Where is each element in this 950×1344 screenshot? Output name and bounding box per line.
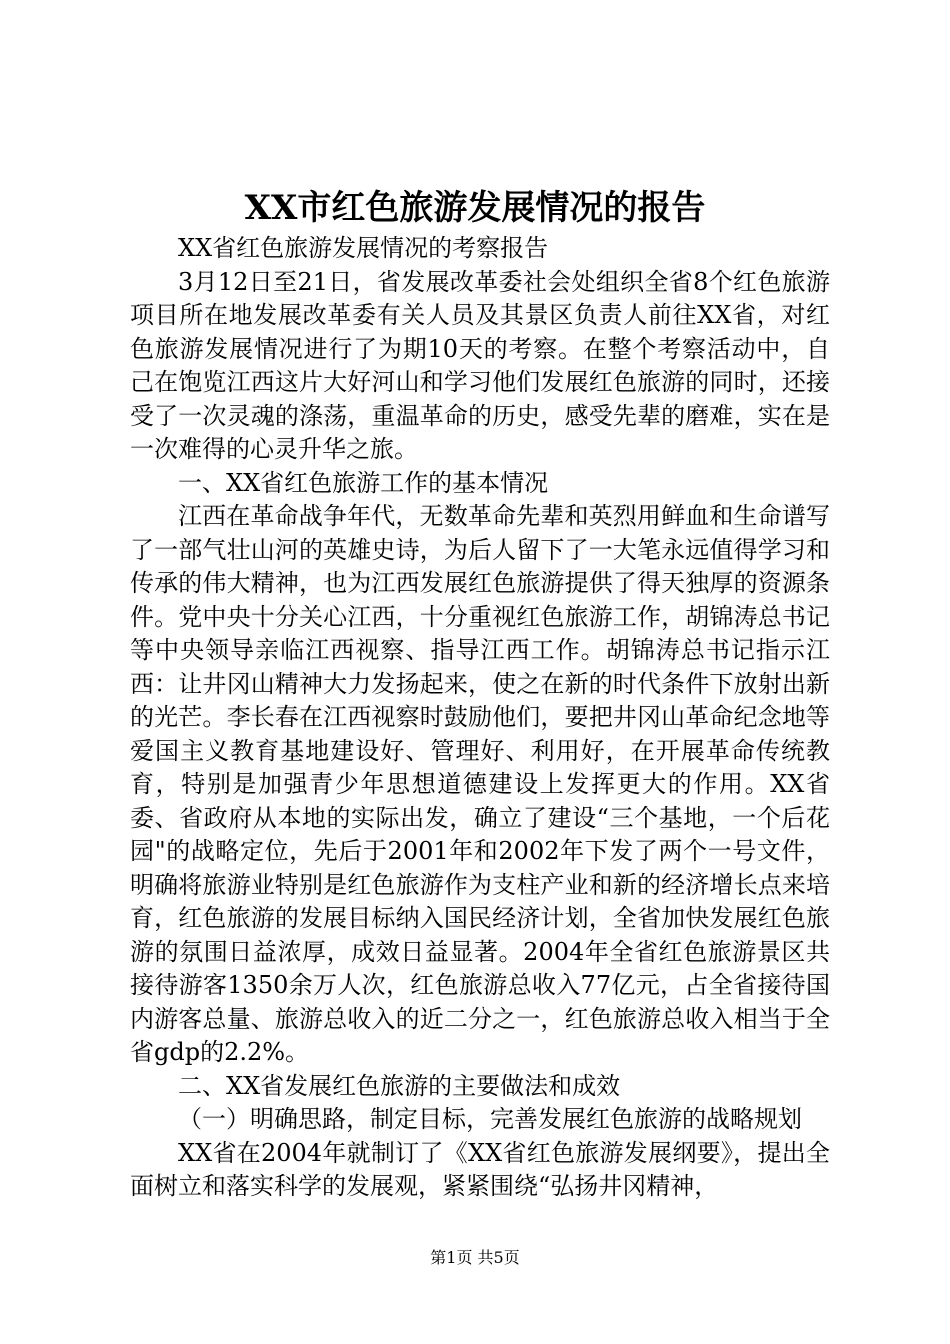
body-paragraph: 江西在革命战争年代，无数革命先辈和英烈用鲜血和生命谱写了一部气壮山河的英雄史诗，为后人留下了一大笔永远值得学习和传承的伟大精神，也为江西发展红色旅游提供了得天独厚的资源条件。党中央十分关心江西，十分重视红色旅游工作，胡锦涛总书记等中央领导亲临江西视察、指导江西工作。胡锦涛总书记指示江西：让井冈山精神大力发扬起来，使之在新的时代条件下放射出新的光芒。李长春在江西视察时鼓励他们，要把井冈山革命纪念地等爱国主义教育基地建设好、管理好、利用好，在开展革命传统教育，特别是加强青少年思想道德建设上发挥更大的作用。XX省委、省政府从本地的实际出发，确立了建设“三个基地，一个后花园"的战略定位，先后于2001年和2002年下发了两个一号文件，明确将旅游业特别是红色旅游作为支柱产业和新的经济增长点来培育，红色旅游的发展目标纳入国民经济计划，全省加快发展红色旅游的氛围日益浓厚，成效日益显著。2004年全省红色旅游景区共接待游客1350余万人次，红色旅游总收入77亿元，占全省接待国内游客总量、旅游总收入的近二分之一，红色旅游总收入相当于全省gdp的2.2%。 xyxy=(130,502,830,1066)
subtitle-paragraph: XX省红色旅游发展情况的考察报告 xyxy=(178,234,549,262)
section-heading-2: 二、XX省发展红色旅游的主要做法和成效 xyxy=(178,1071,621,1100)
body-paragraph: XX省在2004年就制订了《XX省红色旅游发展纲要》，提出全面树立和落实科学的发展观，紧紧围绕“弘扬井冈精神， xyxy=(130,1138,830,1200)
document-body xyxy=(130,232,830,1204)
section-heading-1: 一、XX省红色旅游工作的基本情况 xyxy=(178,468,549,497)
page-footer: 第1页 共5页 xyxy=(430,1248,520,1267)
subsection-heading-1: （一）明确思路，制定目标，完善发展红色旅游的战略规划 xyxy=(178,1105,802,1133)
intro-paragraph: 3月12日至21日，省发展改革委社会处组织全省8个红色旅游项目所在地发展改革委有关人员及其景区负责人前往XX省，对红色旅游发展情况进行了为期10天的考察。在整个考察活动中，自己在饱览江西这片大好河山和学习他们发展红色旅游的同时，还接受了一次灵魂的涤荡，重温革命的历史，感受先辈的磨难，实在是一次难得的心灵升华之旅。 xyxy=(130,267,830,463)
document-title: XX市红色旅游发展情况的报告 xyxy=(244,188,706,228)
